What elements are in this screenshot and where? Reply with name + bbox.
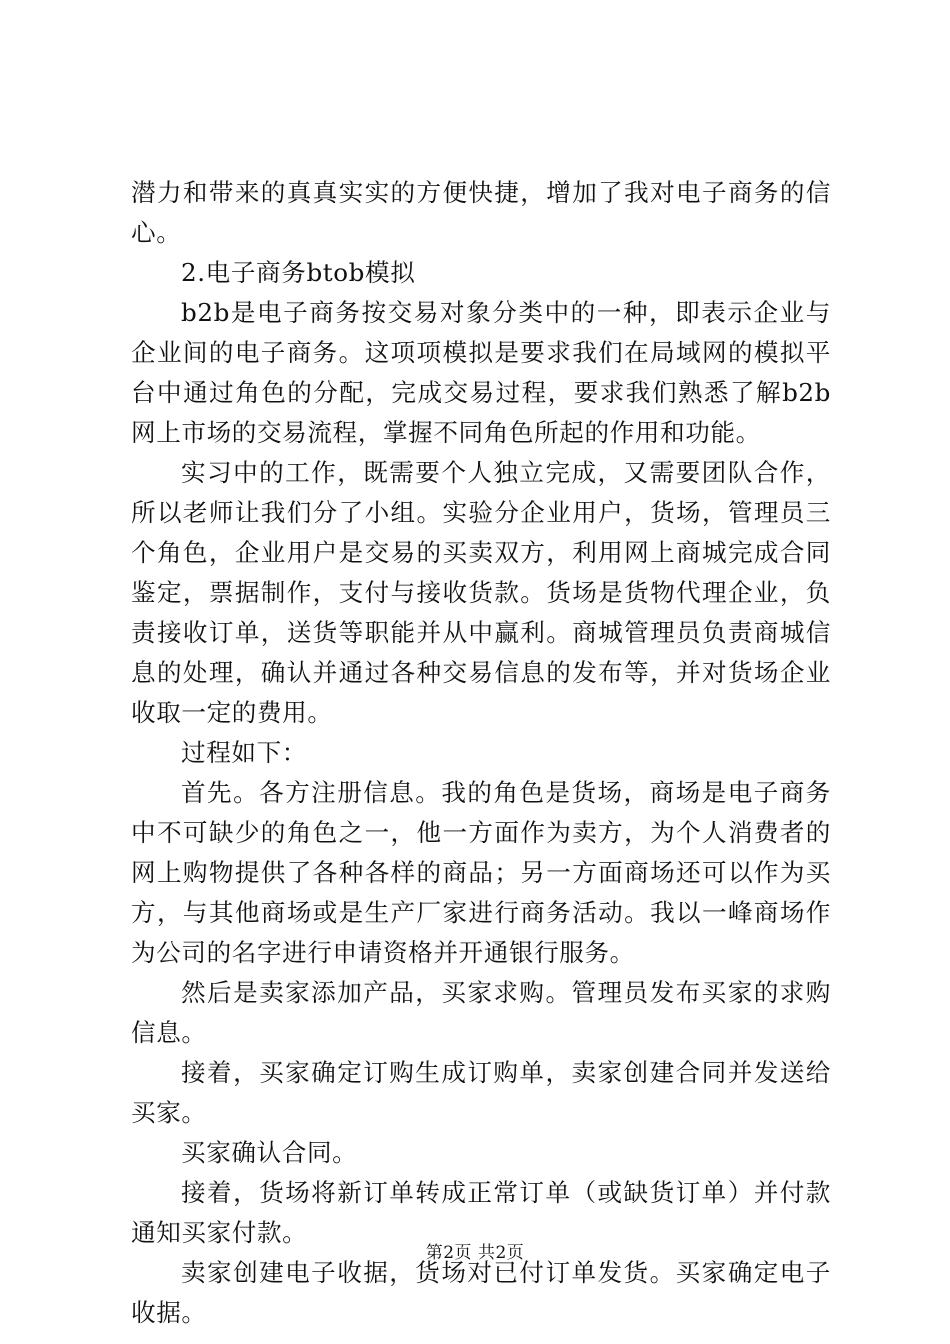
document-body [131,173,831,1333]
paragraph-continuation: 潜力和带来的真真实实的方便快捷，增加了我对电子商务的信心。 [131,178,831,247]
paragraph: 接着，买家确定订购生成订购单，卖家创建合同并发送给买家。 [131,1058,831,1127]
paragraph: 首先。各方注册信息。我的角色是货场，商场是电子商务中不可缺少的角色之一，他一方面作为卖方，为个人消费者的网上购物提供了各种各样的商品；另一方面商场还可以作为买方，与其他商场或是生产厂家进行商务活动。我以一峰商场作为公司的名字进行申请资格并开通银行服务。 [131,778,831,967]
paragraph: 实习中的工作，既需要个人独立完成，又需要团队合作，所以老师让我们分了小组。实验分企业用户，货场，管理员三个角色，企业用户是交易的买卖双方，利用网上商城完成合同鉴定，票据制作，支付与接收货款。货场是货物代理企业，负责接收订单，送货等职能并从中赢利。商城管理员负责商城信息的处理，确认并通过各种交易信息的发布等，并对货场企业收取一定的费用。 [131,458,831,727]
paragraph: 过程如下： [181,738,307,767]
paragraph: 买家确认合同。 [181,1138,358,1167]
paragraph: 然后是卖家添加产品，买家求购。管理员发布买家的求购信息。 [131,978,831,1047]
paragraph: b2b是电子商务按交易对象分类中的一种，即表示企业与企业间的电子商务。这项项模拟是要求我们在局域网的模拟平台中通过角色的分配，完成交易过程，要求我们熟悉了解b2b网上市场的交易流程，掌握不同角色所起的作用和功能。 [131,298,831,447]
page-number-footer: 第2页 共2页 [425,1243,525,1263]
paragraph: 卖家创建电子收据，货场对已付订单发货。买家确定电子收据。 [131,1258,831,1327]
section-heading: 2.电子商务btob模拟 [181,258,416,287]
paragraph: 接着，货场将新订单转成正常订单（或缺货订单）并付款通知买家付款。 [131,1178,831,1247]
